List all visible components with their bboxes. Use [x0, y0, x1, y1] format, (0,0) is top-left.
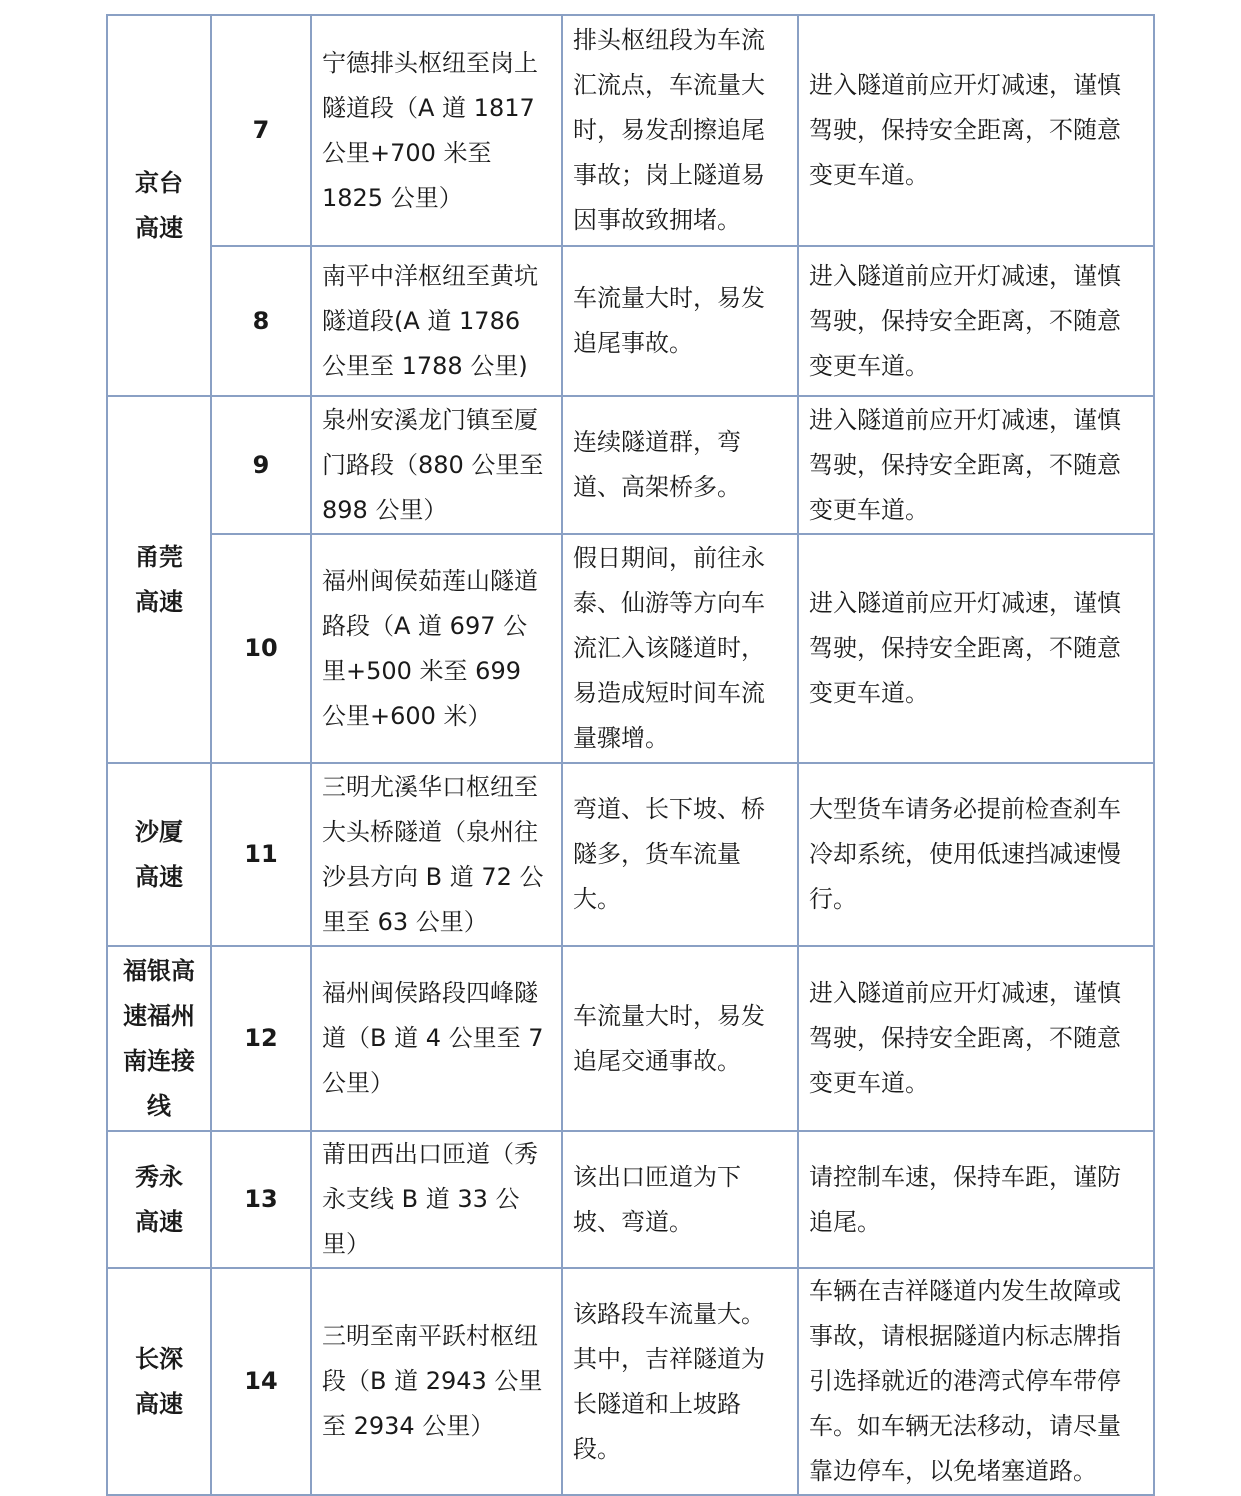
row-number-cell: 14	[211, 1268, 311, 1495]
road-name-cell: 长深 高速	[107, 1268, 211, 1495]
advice-cell: 进入隧道前应开灯减速，谨慎驾驶，保持安全距离，不随意变更车道。	[798, 15, 1154, 246]
section-cell: 莆田西出口匝道（秀永支线 B 道 33 公里）	[311, 1131, 562, 1268]
description-cell: 车流量大时，易发追尾事故。	[562, 246, 798, 396]
table-row	[107, 946, 1154, 1131]
road-name-cell: 秀永 高速	[107, 1131, 211, 1268]
road-name-cell: 福银高 速福州 南连接 线	[107, 946, 211, 1131]
advice-cell: 进入隧道前应开灯减速，谨慎驾驶，保持安全距离，不随意变更车道。	[798, 396, 1154, 534]
table-row	[107, 396, 1154, 534]
table-row	[107, 1131, 1154, 1268]
table-row	[107, 534, 1154, 763]
row-number-cell: 12	[211, 946, 311, 1131]
description-cell: 排头枢纽段为车流汇流点，车流量大时，易发刮擦追尾事故；岗上隧道易因事故致拥堵。	[562, 15, 798, 246]
section-cell: 宁德排头枢纽至岗上隧道段（A 道 1817 公里+700 米至 1825 公里）	[311, 15, 562, 246]
table-row	[107, 763, 1154, 946]
advice-cell: 车辆在吉祥隧道内发生故障或事故，请根据隧道内标志牌指引选择就近的港湾式停车带停车。如车辆无法移动，请尽量靠边停车，以免堵塞道路。	[798, 1268, 1154, 1495]
table-row	[107, 1268, 1154, 1495]
road-name-cell: 京台 高速	[107, 15, 211, 396]
row-number-cell: 10	[211, 534, 311, 763]
road-name-cell: 甬莞 高速	[107, 396, 211, 763]
row-number-cell: 13	[211, 1131, 311, 1268]
description-cell: 车流量大时，易发追尾交通事故。	[562, 946, 798, 1131]
description-cell: 该路段车流量大。其中，吉祥隧道为长隧道和上坡路段。	[562, 1268, 798, 1495]
section-cell: 南平中洋枢纽至黄坑隧道段(A 道 1786 公里至 1788 公里)	[311, 246, 562, 396]
section-cell: 福州闽侯茹莲山隧道路段（A 道 697 公里+500 米至 699 公里+600 米）	[311, 534, 562, 763]
row-number-cell: 7	[211, 15, 311, 246]
row-number-cell: 11	[211, 763, 311, 946]
description-cell: 连续隧道群，弯道、高架桥多。	[562, 396, 798, 534]
row-number-cell: 9	[211, 396, 311, 534]
road-name-cell: 沙厦 高速	[107, 763, 211, 946]
section-cell: 三明至南平跃村枢纽段（B 道 2943 公里至 2934 公里）	[311, 1268, 562, 1495]
description-cell: 弯道、长下坡、桥隧多，货车流量大。	[562, 763, 798, 946]
row-number-cell: 8	[211, 246, 311, 396]
advice-cell: 进入隧道前应开灯减速，谨慎驾驶，保持安全距离，不随意变更车道。	[798, 946, 1154, 1131]
section-cell: 三明尤溪华口枢纽至大头桥隧道（泉州往沙县方向 B 道 72 公里至 63 公里）	[311, 763, 562, 946]
description-cell: 该出口匝道为下坡、弯道。	[562, 1131, 798, 1268]
route-safety-table	[106, 14, 1155, 1496]
section-cell: 泉州安溪龙门镇至厦门路段（880 公里至 898 公里）	[311, 396, 562, 534]
advice-cell: 进入隧道前应开灯减速，谨慎驾驶，保持安全距离，不随意变更车道。	[798, 534, 1154, 763]
advice-cell: 大型货车请务必提前检查刹车冷却系统，使用低速挡减速慢行。	[798, 763, 1154, 946]
description-cell: 假日期间，前往永泰、仙游等方向车流汇入该隧道时，易造成短时间车流量骤增。	[562, 534, 798, 763]
advice-cell: 进入隧道前应开灯减速，谨慎驾驶，保持安全距离，不随意变更车道。	[798, 246, 1154, 396]
advice-cell: 请控制车速，保持车距，谨防追尾。	[798, 1131, 1154, 1268]
table-row	[107, 15, 1154, 246]
section-cell: 福州闽侯路段四峰隧道（B 道 4 公里至 7 公里）	[311, 946, 562, 1131]
table-row	[107, 246, 1154, 396]
